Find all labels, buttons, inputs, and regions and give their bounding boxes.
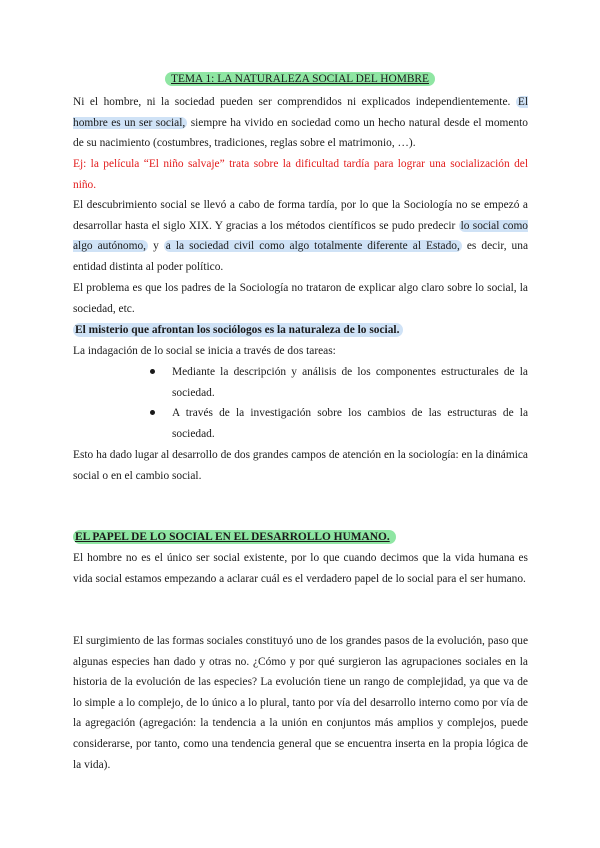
bold-statement-text: El misterio que afrontan los sociólogos es la naturaleza de lo social. <box>73 323 403 337</box>
bullet-icon <box>150 369 155 374</box>
paragraph-evolution: El surgimiento de las formas sociales constituyó uno de los grandes pasos de la evolución, paso que algunas especies han dado y otras no. ¿Cómo y por qué surgieron las agrupaciones sociales en la historia de la evolución de las especies? La evolución tiene un rango de complejidad, ya que va de lo simple a lo complejo, de lo único a lo plural, tanto por vía del desarrollo interno como por vía de la agregación (agregación: la tendencia a la unión en conjuntos más amplios y complejos, puede considerarse, por tanto, como una tendencia general que se encuentra inserta en la propia lógica de la vida). <box>73 635 528 771</box>
tasks-list <box>150 362 528 444</box>
section1-title-text: TEMA 1: LA NATURALEZA SOCIAL DEL HOMBRE <box>165 72 435 86</box>
list-item <box>150 362 528 403</box>
highlight-civil-society: a la sociedad civil como algo totalmente diferente al Estado, <box>165 240 460 253</box>
paragraph-fields: Esto ha dado lugar al desarrollo de dos grandes campos de atención en la sociología: en la dinámica social o en el cambio social. <box>73 449 528 482</box>
paragraph-discovery-text: El descubrimiento social se llevó a cabo de forma tardía, por lo que la Sociología no se empezó a desarrollar hasta el siglo XIX. Y gracias a los métodos científicos se pudo predecir <box>73 199 528 232</box>
paragraph-problem: El problema es que los padres de la Sociología no trataron de explicar algo claro sobre lo social, la sociedad, etc. <box>73 282 528 315</box>
task-text: Mediante la descripción y análisis de los componentes estructurales de la sociedad. <box>172 366 528 399</box>
highlight-autonomous: lo social como algo autónomo, <box>73 219 528 253</box>
paragraph-discovery <box>73 195 528 277</box>
task-text: A través de la investigación sobre los cambios de las estructuras de la sociedad. <box>172 407 528 440</box>
example-paragraph: Ej: la película “El niño salvaje” trata sobre la dificultad tardía para lograr una socialización del niño. <box>73 158 528 191</box>
paragraph-intro-text: Ni el hombre, ni la sociedad pueden ser comprendidos ni explicados independientemente. <box>73 96 511 108</box>
highlight-social-being: El hombre es un ser social, <box>73 96 528 129</box>
bold-statement <box>73 320 528 341</box>
paragraph-role: El hombre no es el único ser social existente, por lo que cuando decimos que la vida humana es vida social estamos empezando a aclarar cuál es el verdadero papel de lo social para el ser humano. <box>73 552 528 585</box>
paragraph-discovery-rest: es decir, una entidad distinta al poder político. <box>73 240 529 273</box>
list-item <box>150 403 528 444</box>
paragraph-discovery-joiner: y <box>148 240 164 253</box>
bullet-icon <box>150 410 155 415</box>
section2-title-text: EL PAPEL DE LO SOCIAL EN EL DESARROLLO HUMANO. <box>73 530 396 544</box>
paragraph-intro-rest: siempre ha vivido en sociedad como un hecho natural desde el momento de su nacimiento (costumbres, tradiciones, reglas sobre el matrimonio, …). <box>73 116 528 150</box>
tasks-intro: La indagación de lo social se inicia a través de dos tareas: <box>73 345 336 357</box>
section2-title <box>73 529 396 545</box>
paragraph-intro <box>73 92 528 154</box>
section1-title <box>0 71 600 87</box>
